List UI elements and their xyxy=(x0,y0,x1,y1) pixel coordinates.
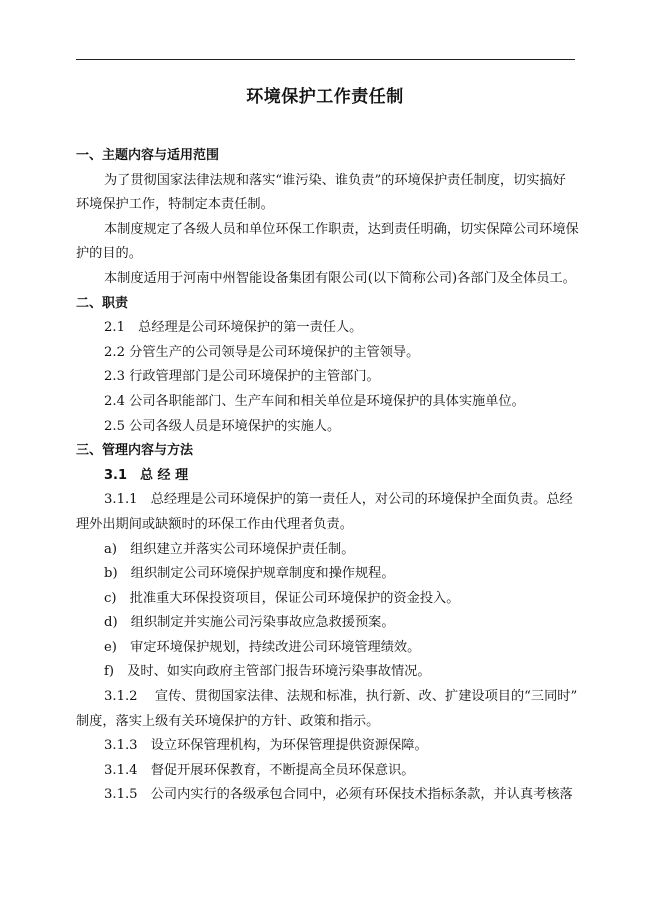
clause-line: 3.1.2 宣传、贯彻国家法律、法规和标准，执行新、改、扩建设项目的“三同时” xyxy=(104,689,578,705)
paragraph-line: 环境保护工作，特制定本责任制。 xyxy=(76,197,274,213)
list-item: f) 及时、如实向政府主管部门报告环境污染事故情况。 xyxy=(104,664,431,680)
list-item: a) 组织建立并落实公司环境保护责任制。 xyxy=(104,541,355,557)
document-title: 环境保护工作责任制 xyxy=(246,87,404,107)
clause-line: 2.2 分管生产的公司领导是公司环境保护的主管领导。 xyxy=(104,344,420,360)
section-heading: 一、主题内容与适用范围 xyxy=(76,148,220,163)
section-heading: 二、职责 xyxy=(76,295,129,311)
document-body xyxy=(76,144,579,808)
paragraph-line: 制度，落实上级有关环境保护的方针、政策和指示。 xyxy=(76,713,380,729)
header-rule xyxy=(76,59,575,60)
clause-line: 3.1.3 设立环保管理机构，为环保管理提供资源保障。 xyxy=(104,738,428,754)
paragraph-line: 本制度适用于河南中州智能设备集团有限公司(以下简称公司)各部门及全体员工。 xyxy=(104,270,576,286)
subsection-heading: 3.1 总 经 理 xyxy=(104,467,189,483)
clause-line: 2.4 公司各职能部门、生产车间和相关单位是环境保护的具体实施单位。 xyxy=(104,393,525,409)
clause-line: 2.3 行政管理部门是公司环境保护的主管部门。 xyxy=(104,369,380,385)
list-item: c) 批准重大环保投资项目，保证公司环境保护的资金投入。 xyxy=(104,590,460,606)
paragraph-line: 护的目的。 xyxy=(76,246,142,262)
list-item: d) 组织制定并实施公司污染事故应急救援预案。 xyxy=(104,615,395,631)
clause-line: 2.1 总经理是公司环境保护的第一责任人。 xyxy=(104,320,363,336)
clause-line: 3.1.4 督促开展环保教育，不断提高全员环保意识。 xyxy=(104,762,415,778)
section-heading: 三、管理内容与方法 xyxy=(76,443,194,459)
paragraph-line: 为了贯彻国家法律法规和落实“谁污染、谁负责”的环境保护责任制度，切实搞好 xyxy=(104,172,566,188)
clause-line: 3.1.1 总经理是公司环境保护的第一责任人，对公司的环境保护全面负责。总经 xyxy=(104,492,573,508)
paragraph-line: 理外出期间或缺额时的环保工作由代理者负责。 xyxy=(76,516,353,532)
list-item: e) 审定环境保护规划，持续改进公司环境管理绩效。 xyxy=(104,639,421,655)
list-item: b) 组织制定公司环境保护规章制度和操作规程。 xyxy=(104,566,395,582)
clause-line: 2.5 公司各级人员是环境保护的实施人。 xyxy=(104,418,341,434)
clause-line: 3.1.5 公司内实行的各级承包合同中，必须有环保技术指标条款，并认真考核落 xyxy=(104,787,573,803)
paragraph-line: 本制度规定了各级人员和单位环保工作职责，达到责任明确，切实保障公司环境保 xyxy=(104,221,579,237)
